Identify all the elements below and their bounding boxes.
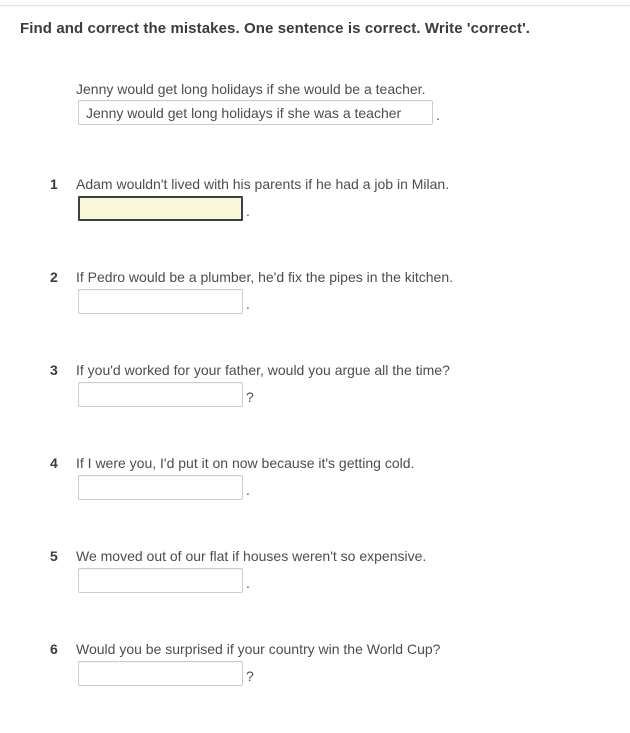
answer-punctuation: .	[246, 575, 250, 591]
answer-input-6[interactable]	[78, 661, 243, 686]
exercise-instructions: Find and correct the mistakes. One sentence is correct. Write 'correct'.	[20, 20, 531, 37]
question-number: 6	[50, 641, 58, 657]
example-punctuation: .	[436, 107, 440, 123]
question-sentence: We moved out of our flat if houses weren't so expensive.	[76, 548, 427, 564]
question-sentence: If you'd worked for your father, would you argue all the time?	[76, 362, 450, 378]
question-item-5	[0, 547, 630, 593]
answer-row	[78, 382, 630, 407]
question-sentence: If I were you, I'd put it on now because it's getting cold.	[76, 455, 415, 471]
answer-row	[78, 196, 630, 221]
question-sentence-row	[50, 454, 630, 473]
question-item-6	[0, 640, 630, 686]
question-sentence-row	[50, 361, 630, 380]
answer-row	[78, 568, 630, 593]
answer-row	[78, 289, 630, 314]
example-answer-input[interactable]	[78, 100, 433, 125]
question-sentence-row	[50, 268, 630, 287]
example-sentence: Jenny would get long holidays if she would be a teacher.	[76, 81, 426, 97]
question-item-4	[0, 454, 630, 500]
answer-input-2[interactable]	[78, 289, 243, 314]
example-block	[76, 80, 630, 125]
answer-punctuation: ?	[246, 389, 254, 405]
question-sentence: Adam wouldn't lived with his parents if he had a job in Milan.	[76, 176, 450, 192]
question-item-2	[0, 268, 630, 314]
example-answer-row	[78, 100, 630, 125]
question-sentence: If Pedro would be a plumber, he'd fix the pipes in the kitchen.	[76, 269, 454, 285]
answer-punctuation: ?	[246, 668, 254, 684]
question-sentence: Would you be surprised if your country win the World Cup?	[76, 641, 441, 657]
question-item-1	[0, 175, 630, 221]
top-divider	[0, 0, 630, 6]
answer-punctuation: .	[246, 482, 250, 498]
answer-row	[78, 661, 630, 686]
answer-input-3[interactable]	[78, 382, 243, 407]
answer-input-4[interactable]	[78, 475, 243, 500]
question-number: 3	[50, 362, 58, 378]
question-sentence-row	[50, 175, 630, 194]
answer-input-1[interactable]	[78, 196, 243, 221]
answer-punctuation: .	[246, 296, 250, 312]
answer-input-5[interactable]	[78, 568, 243, 593]
question-number: 2	[50, 269, 58, 285]
question-sentence-row	[50, 547, 630, 566]
question-list	[0, 175, 630, 686]
question-number: 5	[50, 548, 58, 564]
question-number: 4	[50, 455, 58, 471]
question-sentence-row	[50, 640, 630, 659]
question-item-3	[0, 361, 630, 407]
question-number: 1	[50, 176, 58, 192]
answer-row	[78, 475, 630, 500]
answer-punctuation: .	[246, 203, 250, 219]
